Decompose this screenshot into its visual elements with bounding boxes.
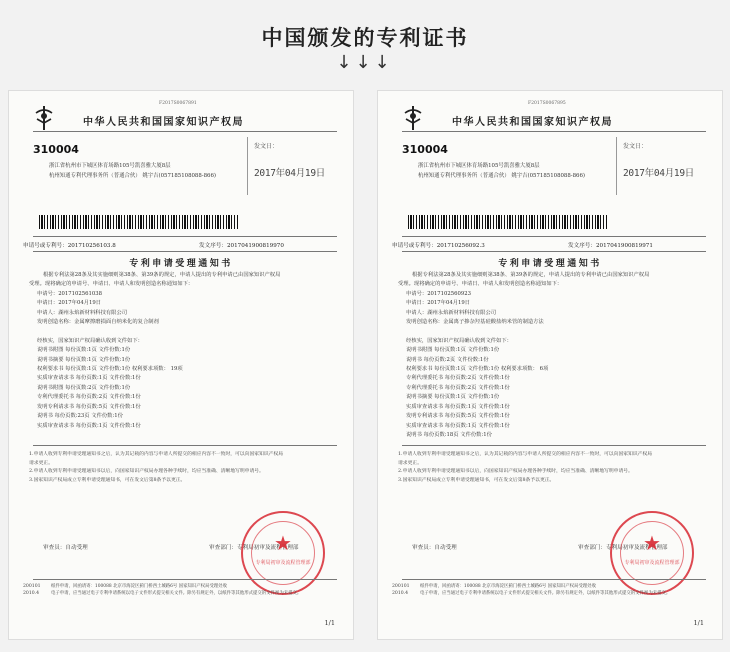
- body-line: 说明书摘要 每份页数:1页 文件份数:1份: [37, 356, 131, 363]
- seal-text: 专利局初审及流程管理部: [624, 560, 680, 566]
- examiner: 审查员：自动受理: [43, 545, 88, 551]
- body-line: [398, 327, 710, 336]
- body-line: [29, 327, 341, 336]
- barcode: [39, 215, 239, 229]
- body-line: 根据专利法第28条及其实施细则第38条、第39条的规定，申请人提出的专利申请已由国家知识产权局: [412, 272, 650, 278]
- body-line: 说明书摘要 每份页数:1页 文件份数:1份: [406, 394, 500, 401]
- cnipa-logo-icon: [402, 105, 424, 131]
- review-department: 审查部门：专利局初审及流程管理部: [578, 545, 668, 551]
- body-line: 根据专利法第28条及其实施细则第38条、第39条的规定，申请人提出的专利申请已由国家知识产权局: [43, 272, 281, 278]
- notice-body: [398, 271, 710, 440]
- notice-body: [29, 271, 341, 431]
- body-line: 申请人：湖州永焰新材料科技有限公司: [406, 309, 497, 316]
- body-line: 实质审查请求书 每份页数:1页 文件份数:1份: [406, 403, 510, 410]
- body-line: 发明专利请求书 每份页数:5页 文件份数:1份: [406, 413, 510, 420]
- body-line: 申请日：2017年04月19日: [406, 300, 471, 307]
- application-number: 申请号或专利号：201710256092.3: [392, 243, 485, 249]
- body-line: 发明创造名称：金属摩擦磨损面自纳米化的复合制剂: [37, 319, 159, 326]
- footer-line: 纸件申请，回函请寄：100088 北京市海淀区蓟门桥西土城路6号 国家知识产权局受理处收: [420, 584, 597, 589]
- notice-title: 专利申请受理通知书: [129, 259, 233, 269]
- organization-name: 中华人民共和国国家知识产权局: [452, 117, 613, 128]
- page-number: 1/1: [693, 619, 704, 627]
- body-line: 权利要求书 每份页数:1页 文件份数:1份 权利要求项数： 19项: [37, 366, 183, 373]
- document-code: F2017S0067895: [528, 101, 566, 106]
- body-line: 实质审查请求书 每份页数:1页 文件份数:1份: [37, 375, 141, 382]
- body-line: 发明创造名称：金属离子掺杂羟基硅酸盐纳米管的制造方法: [406, 319, 544, 326]
- header-rule: [33, 131, 337, 132]
- body-line: 专利代理委托书 每份页数:2页 文件份数:1份: [406, 375, 510, 382]
- footer-note: [420, 583, 710, 597]
- send-serial-number: 发文序号：2017041900819971: [568, 243, 653, 249]
- page-header: [0, 0, 730, 86]
- form-code-line: 2010.4: [23, 591, 40, 596]
- notice-title: 专利申请受理通知书: [498, 259, 602, 269]
- barcode-rule: [402, 236, 706, 237]
- body-line: 说明书附图 每份页数:1页 文件份数:1份: [406, 347, 500, 354]
- notice-notes: [29, 451, 341, 485]
- star-icon: ★: [274, 531, 292, 555]
- footer-line: 电子申请，应当通过电子专利申请系统以电子文件形式提交相关文件。除另有规定外，以纸件等其他形式提交的文件视为未提交。: [51, 591, 302, 596]
- down-arrows-icon: ↓↓↓: [336, 52, 394, 73]
- body-line: 经核实，国家知识产权局确认收到文件如下：: [37, 337, 143, 344]
- issue-date-label: 发文日：: [254, 143, 279, 150]
- star-icon: ★: [643, 531, 661, 555]
- footer-line: 电子申请，应当通过电子专利申请系统以电子文件形式提交相关文件。除另有规定外，以纸件等其他形式提交的文件视为未提交。: [420, 591, 671, 596]
- body-line: 说明书 每份页数:2页 文件份数:1份: [406, 356, 489, 363]
- body-line: 经核实，国家知识产权局确认收到文件如下：: [406, 337, 512, 344]
- recipient-agency: 杭州知通专利代理事务所（普通合伙） 姚宇吉(057185108088-866): [49, 173, 216, 179]
- body-line: 实质审查请求书 每份页数:1页 文件份数:1份: [37, 422, 141, 429]
- body-line: 专利代理委托书 每份页数:2页 文件份数:1份: [406, 384, 510, 391]
- issue-date-block: [247, 137, 343, 195]
- body-line: 实质审查请求书 每份页数:1页 文件份数:1份: [406, 422, 510, 429]
- body-line: 说明书附图 每份页数:2页 文件份数:1份: [37, 384, 131, 391]
- footer-line: 纸件申请，回函请寄：100088 北京市海淀区蓟门桥西土城路6号 国家知识产权局受理处收: [51, 584, 228, 589]
- body-line: 权利要求书 每份页数:1页 文件份数:1份 权利要求项数： 6项: [406, 366, 549, 373]
- issue-date-stamp: 2017年04月19日: [623, 168, 694, 179]
- form-code-line: 200101: [392, 584, 410, 589]
- body-line: 说明书 每份页数:18页 文件份数:1份: [406, 431, 492, 438]
- footer-rule: [402, 579, 706, 580]
- body-line: 申请号：2017102560923: [406, 290, 471, 297]
- document-code: F2017S0067891: [159, 101, 197, 106]
- patent-notice-document-1: [8, 90, 354, 640]
- note-line: 1.申请人收到专利申请受理通知书之后，认为其记载的内容与申请人所提交的相应内容不一致时，可以向国家知识产权局: [398, 452, 653, 457]
- form-code-line: 2010.4: [392, 591, 409, 596]
- body-line: 专利代理委托书 每份页数:2页 文件份数:1份: [37, 394, 141, 401]
- notes-rule: [402, 445, 706, 446]
- send-serial-number: 发文序号：2017041900819970: [199, 243, 284, 249]
- application-number: 申请号或专利号：201710256103.8: [23, 243, 116, 249]
- barcode-rule: [33, 236, 337, 237]
- body-line: 发明专利请求书 每份页数:5页 文件份数:1份: [37, 403, 141, 410]
- patent-notice-document-2: [377, 90, 723, 640]
- page-title: 中国颁发的专利证书: [261, 26, 469, 50]
- header-rule: [402, 131, 706, 132]
- form-code: [392, 583, 410, 597]
- notes-rule: [33, 445, 337, 446]
- postal-code: 310004: [402, 143, 448, 156]
- body-line: 申请号：2017102561038: [37, 290, 102, 297]
- note-line: 2.申请人收到专利申请受理通知书以后，向国家知识产权局办理各种手续时，均应当准确、清晰地写明申请号。: [398, 469, 633, 475]
- notice-notes: [398, 451, 710, 485]
- postal-code: 310004: [33, 143, 79, 156]
- organization-name: 中华人民共和国国家知识产权局: [83, 117, 244, 128]
- note-line: 3.国家知识产权局成立专利申请受理通知书，可在发文后第8条予以更正。: [398, 477, 555, 483]
- recipient-address: 浙江省杭州市下城区体育场路105号凯喜雅大厦8层: [49, 163, 171, 169]
- issue-date-stamp: 2017年04月19日: [254, 168, 325, 179]
- note-line: 请求更正。: [398, 460, 422, 466]
- seal-text: 专利局初审及流程管理部: [255, 560, 311, 566]
- recipient-agency: 杭州知通专利代理事务所（普通合伙） 姚宇吉(057185108088-866): [418, 173, 585, 179]
- body-line: 受理。现将确定的申请号、申请日、申请人和发明创造名称通知如下：: [398, 281, 563, 288]
- issue-date-label: 发文日：: [623, 143, 648, 150]
- footer-rule: [33, 579, 337, 580]
- title-rule: [402, 251, 706, 252]
- barcode: [408, 215, 608, 229]
- footer-note: [51, 583, 341, 597]
- body-line: 受理。现将确定的申请号、申请日、申请人和发明创造名称通知如下：: [29, 281, 194, 288]
- issue-date-block: [616, 137, 712, 195]
- form-code-line: 200101: [23, 584, 41, 589]
- review-department: 审查部门：专利局初审及流程管理部: [209, 545, 299, 551]
- cnipa-logo-icon: [33, 105, 55, 131]
- body-line: 说明书附图 每份页数:1页 文件份数:1份: [37, 347, 131, 354]
- recipient-address: 浙江省杭州市下城区体育场路105号凯喜雅大厦8层: [418, 163, 540, 169]
- note-line: 2.申请人收到专利申请受理通知书以后，向国家知识产权局办理各种手续时，均应当准确、清晰地写明申请号。: [29, 469, 264, 475]
- note-line: 请求更正。: [29, 460, 53, 466]
- body-line: 申请人：湖州永焰新材料科技有限公司: [37, 309, 128, 316]
- title-rule: [33, 251, 337, 252]
- note-line: 3.国家知识产权局成立专利申请受理通知书，可在发文后第8条予以更正。: [29, 477, 186, 483]
- body-line: 说明书 每份页数:23页 文件份数:1份: [37, 413, 123, 420]
- body-line: 申请日：2017年04月19日: [37, 300, 102, 307]
- form-code: [23, 583, 41, 597]
- examiner: 审查员：自动受理: [412, 545, 457, 551]
- note-line: 1.申请人收到专利申请受理通知书之后，认为其记载的内容与申请人所提交的相应内容不一致时，可以向国家知识产权局: [29, 452, 284, 457]
- page-number: 1/1: [324, 619, 335, 627]
